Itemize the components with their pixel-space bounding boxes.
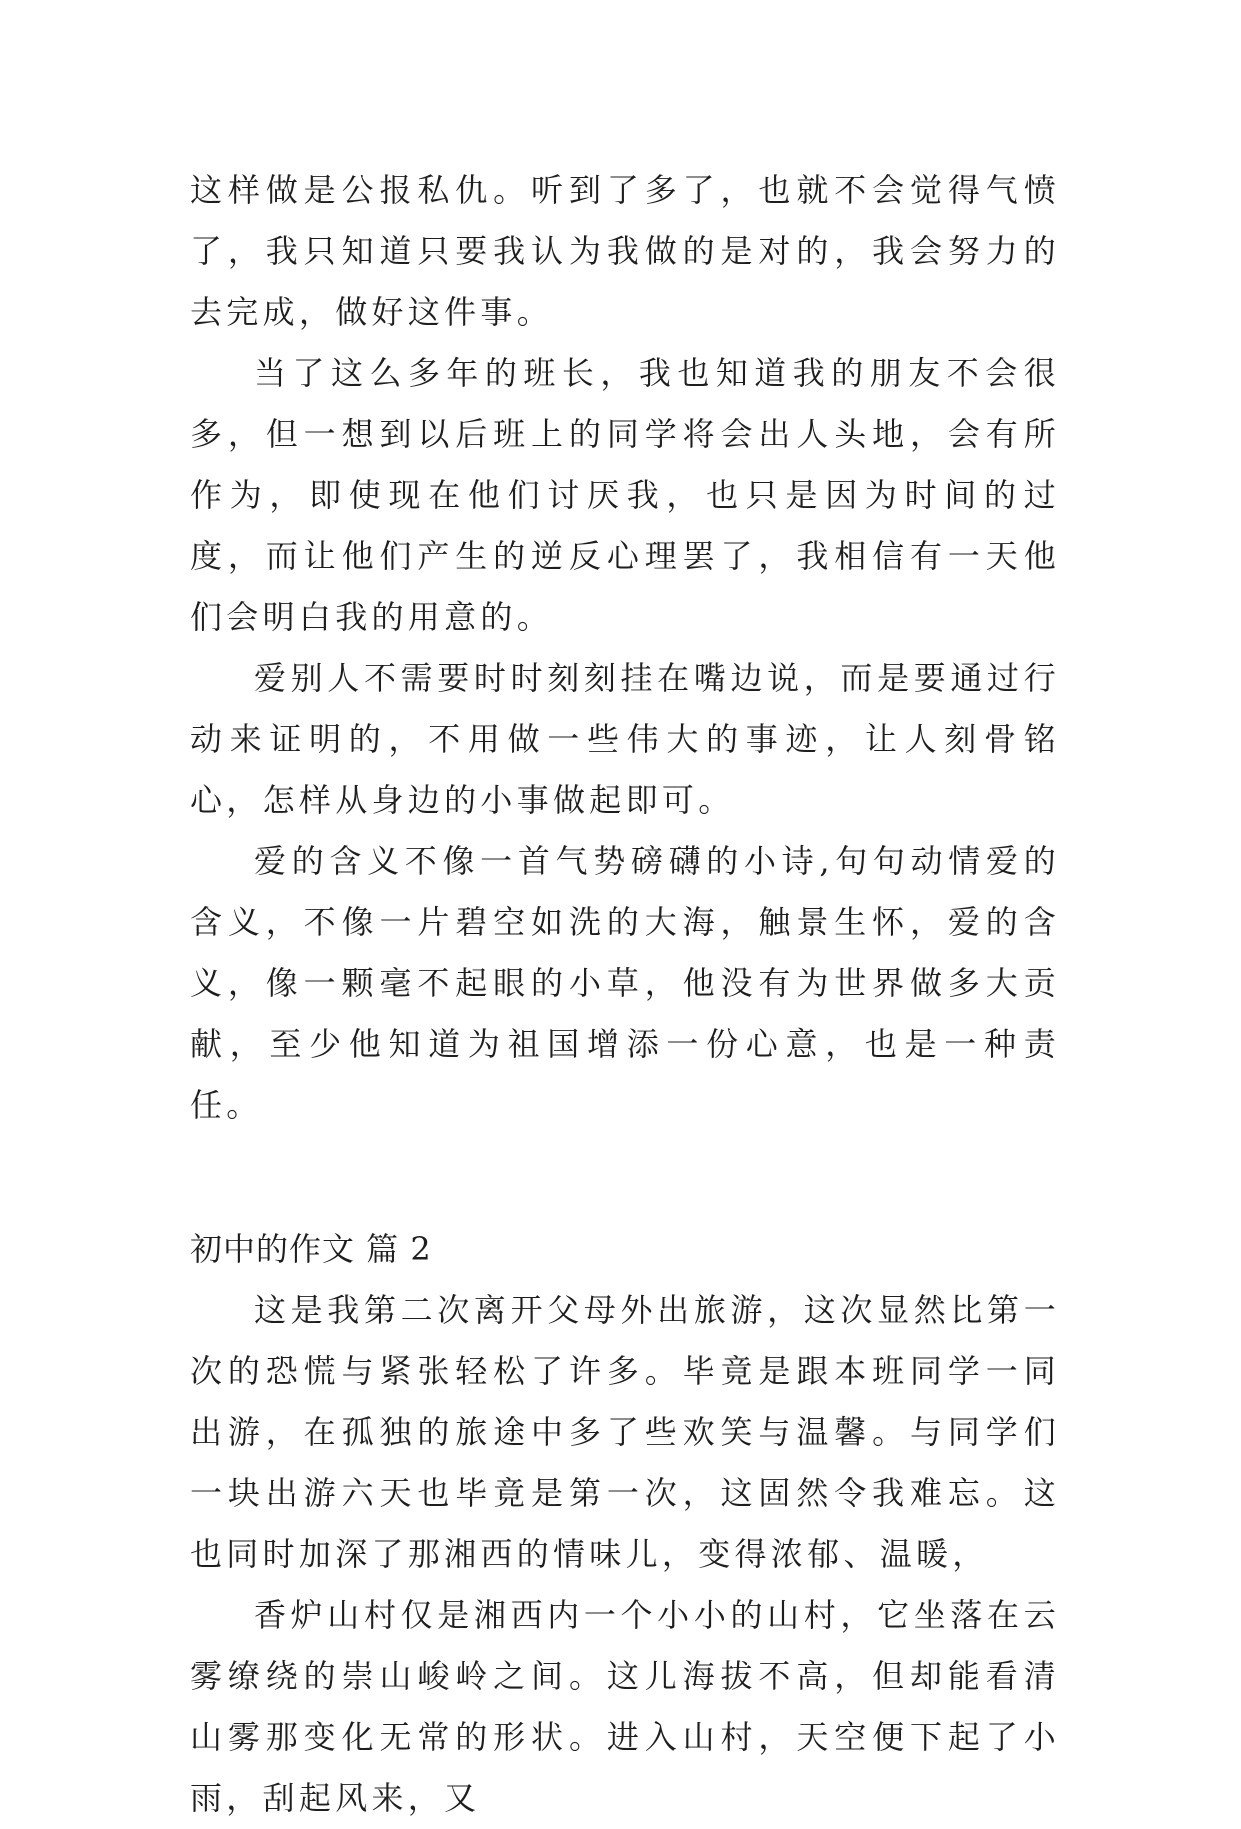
paragraph: 这样做是公报私仇。听到了多了，也就不会觉得气愤了，我只知道只要我认为我做的是对的，我会努力的去完成，做好这件事。 <box>190 171 1060 331</box>
paragraph: 爱别人不需要时时刻刻挂在嘴边说，而是要通过行动来证明的，不用做一些伟大的事迹，让人刻骨铭心，怎样从身边的小事做起即可。 <box>190 659 1060 819</box>
section-title: 初中的作文 篇 2 <box>190 1230 432 1268</box>
document-body <box>190 160 1060 1829</box>
paragraph: 香炉山村仅是湘西内一个小小的山村，它坐落在云雾缭绕的崇山峻岭之间。这儿海拔不高，但却能看清山雾那变化无常的形状。进入山村，天空便下起了小雨，刮起风来，又 <box>190 1596 1060 1817</box>
paragraph: 当了这么多年的班长，我也知道我的朋友不会很多，但一想到以后班上的同学将会出人头地，会有所作为，即使现在他们讨厌我，也只是因为时间的过度，而让他们产生的逆反心理罢了，我相信有一天他们会明白我的用意的。 <box>190 354 1060 636</box>
paragraph: 爱的含义不像一首气势磅礴的小诗,句句动情爱的含义，不像一片碧空如洗的大海，触景生怀，爱的含义，像一颗毫不起眼的小草，他没有为世界做多大贡献，至少他知道为祖国增添一份心意，也是一种责任。 <box>190 842 1060 1124</box>
paragraph: 这是我第二次离开父母外出旅游，这次显然比第一次的恐慌与紧张轻松了许多。毕竟是跟本班同学一同出游，在孤独的旅途中多了些欢笑与温馨。与同学们一块出游六天也毕竟是第一次，这固然令我难忘。这也同时加深了那湘西的情味儿，变得浓郁、温暖， <box>190 1291 1060 1573</box>
